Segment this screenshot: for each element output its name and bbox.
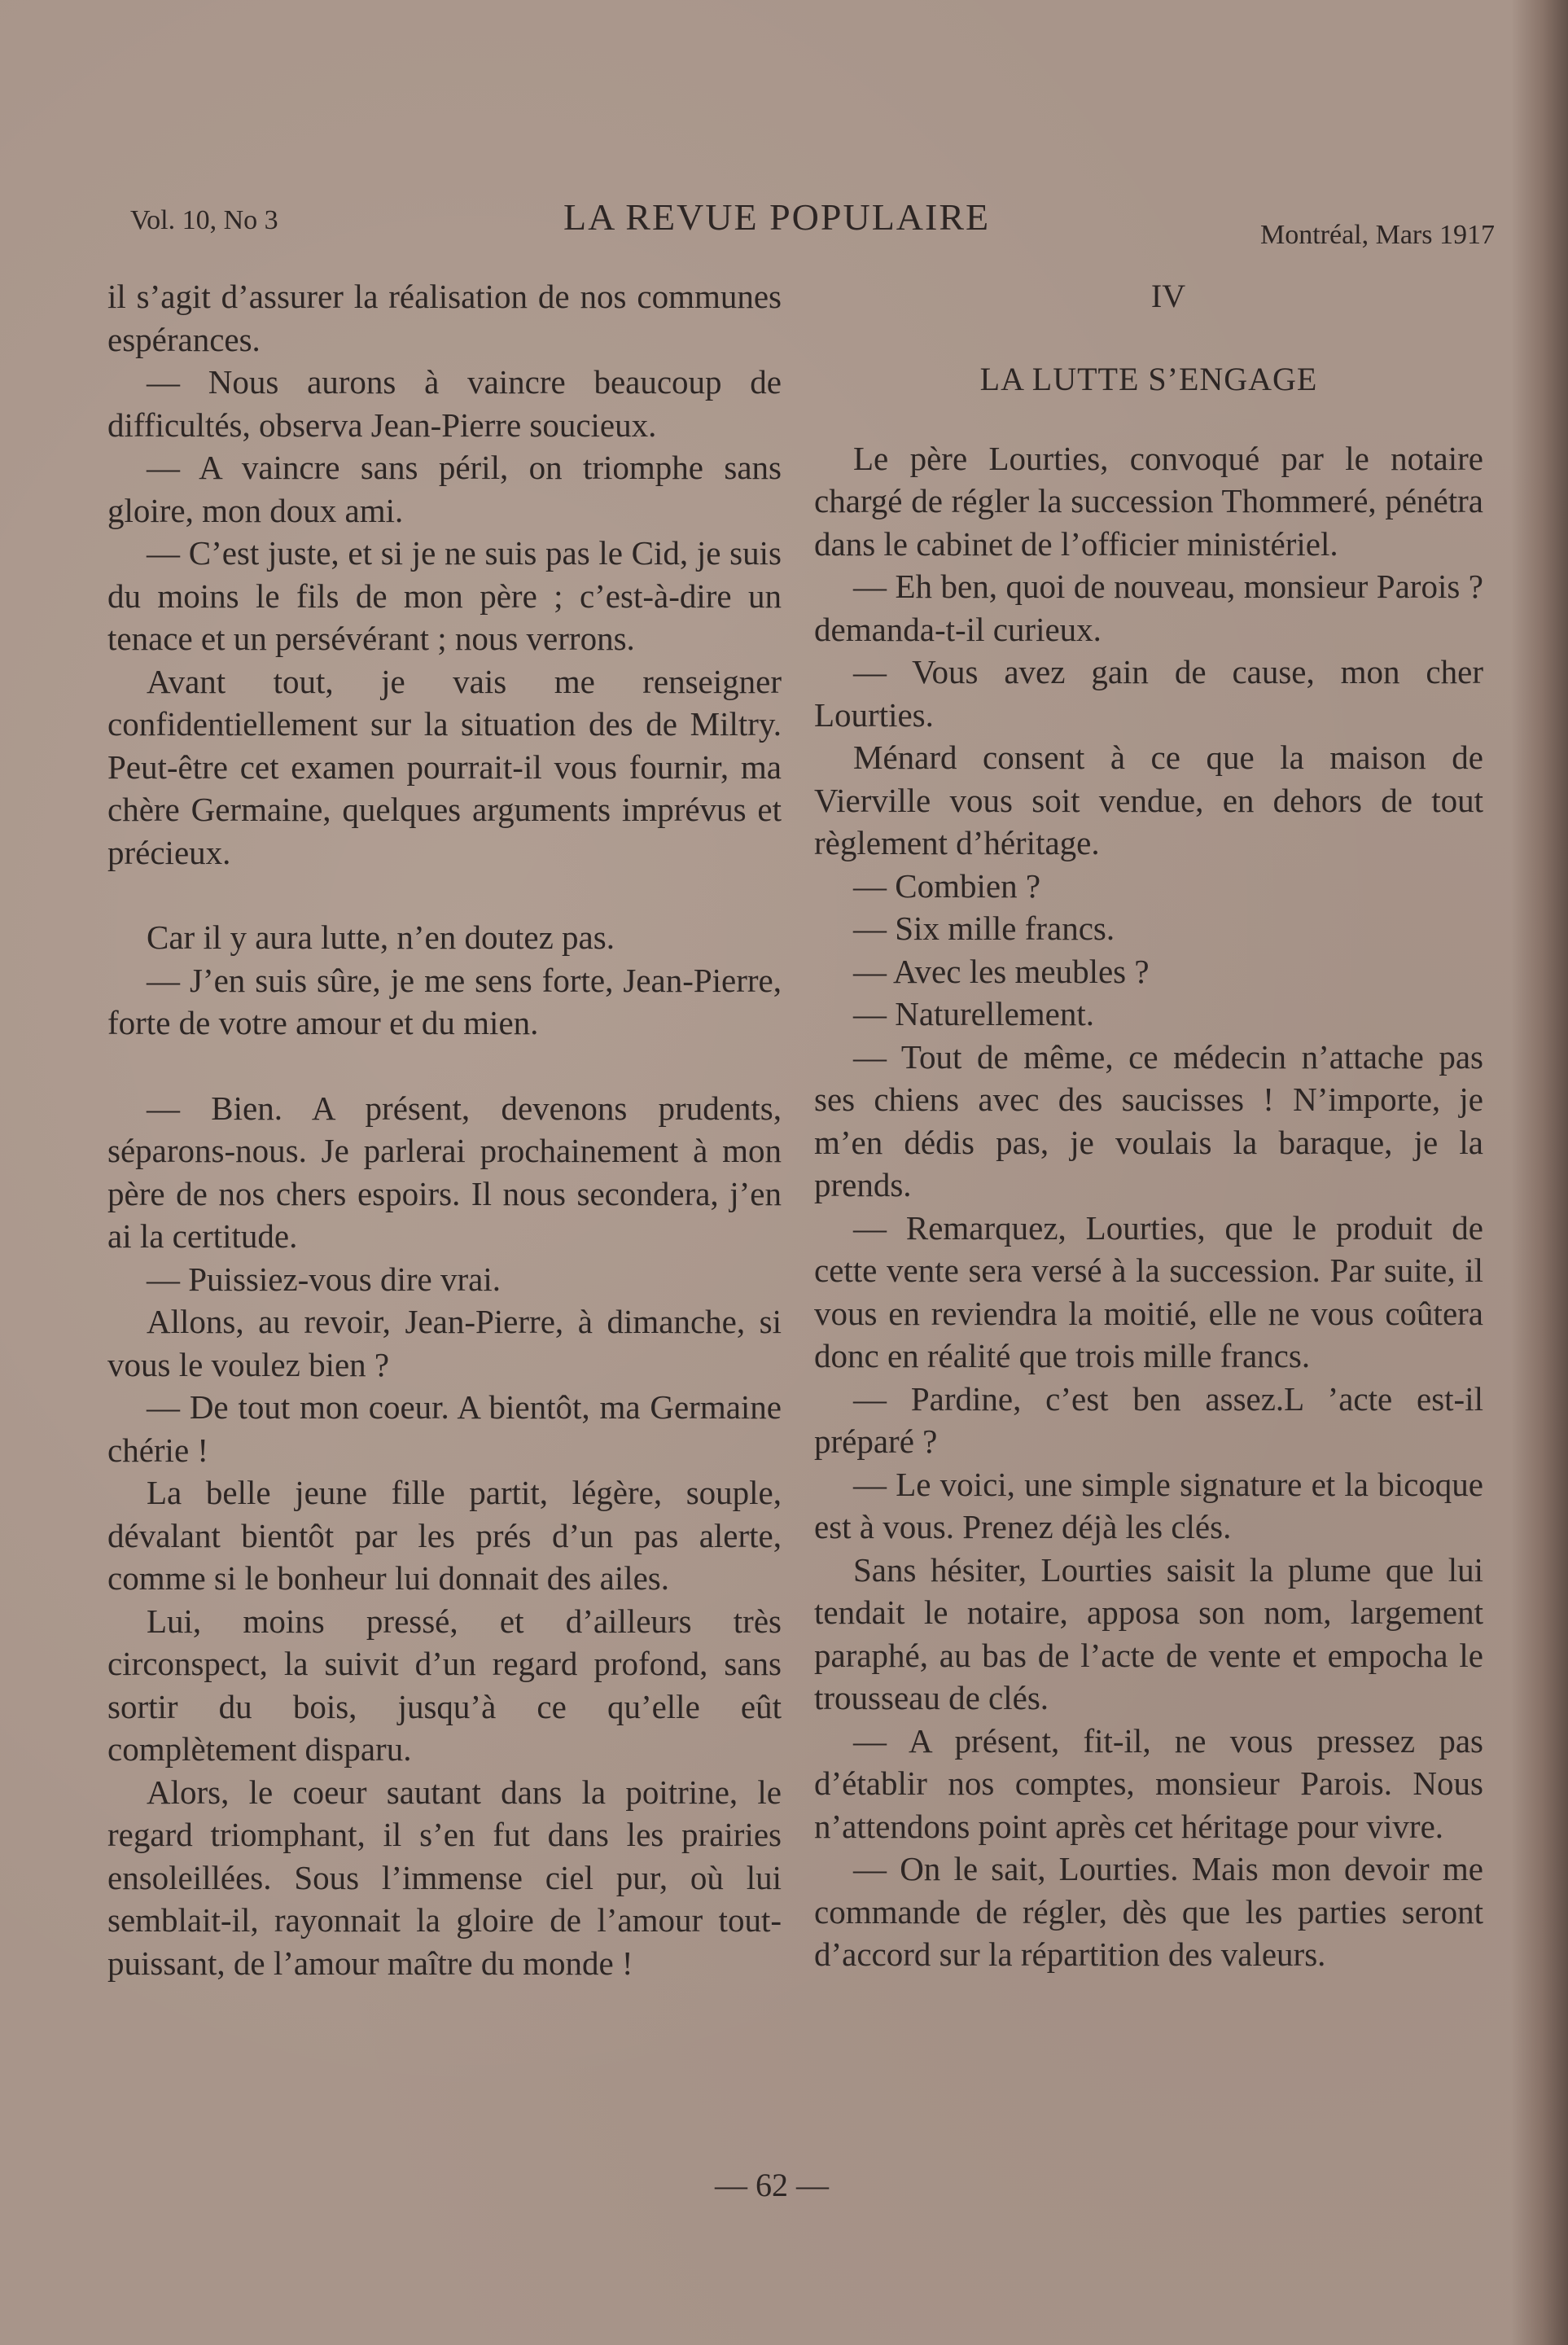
paragraph: — Combien ? <box>853 866 1041 905</box>
paragraph: — A vaincre sans péril, on triomphe sans gloire, mon doux ami. <box>107 449 782 529</box>
paragraph: — Nous aurons à vaincre beaucoup de difficultés, observa Jean-Pierre soucieux. <box>107 363 782 444</box>
paragraph: Alors, le coeur sautant dans la poitrine, le regard triomphant, il s’en fut dans les prairies ensoleillées. Sous l’immense ciel pur, où lui semblait-il, rayonnait la gloire de l’amour tout-puissant, de l’amour maître du monde ! <box>107 1773 782 1982</box>
paragraph: — J’en suis sûre, je me sens forte, Jean-Pierre, forte de votre amour et du mien. <box>107 961 782 1041</box>
section-gap <box>107 1045 782 1087</box>
paragraph: — Vous avez gain de cause, mon cher Lourties. <box>814 653 1483 734</box>
volume-number: Vol. 10, No 3 <box>130 205 278 235</box>
paragraph: — Pardine, c’est ben assez.L ’acte est-il préparé ? <box>814 1379 1483 1460</box>
paragraph: Ménard consent à ce que la maison de Vierville vous soit vendue, en dehors de tout règlement d’héritage. <box>814 739 1483 861</box>
page-spine-shadow <box>1511 0 1568 2345</box>
paragraph: Sans hésiter, Lourties saisit la plume que lui tendait le notaire, apposa son nom, largement paraphé, au bas de l’acte de vente et empocha le trousseau de clés. <box>814 1550 1483 1716</box>
page-number: — 62 — <box>715 2167 829 2203</box>
paragraph: — On le sait, Lourties. Mais mon devoir me commande de régler, dès que les parties seront d’accord sur la répartition des valeurs. <box>814 1850 1483 1973</box>
paragraph: Le père Lourties, convoqué par le notaire chargé de régler la succession Thommeré, pénétra dans le cabinet de l’officier ministériel. <box>814 439 1483 563</box>
paragraph: — A présent, fit-il, ne vous pressez pas d’établir nos comptes, monsieur Parois. Nous n’attendons point après cet héritage pour vivre. <box>814 1721 1483 1845</box>
paragraph: Avant tout, je vais me renseigner confidentiellement sur la situation des de Miltry. Peut-être cet examen pourrait-il vous fournir, ma chère Germaine, quelques arguments imprévus et précieux. <box>107 662 782 871</box>
paragraph: Lui, moins pressé, et d’ailleurs très circonspect, la suivit d’un regard profond, sans sortir du bois, jusqu’à ce qu’elle eût complètement disparu. <box>107 1602 782 1768</box>
paragraph: il s’agit d’assurer la réalisation de nos communes espérances. <box>107 278 782 358</box>
paragraph: — Puissiez-vous dire vrai. <box>147 1260 501 1298</box>
paragraph: — Le voici, une simple signature et la bicoque est à vous. Prenez déjà les clés. <box>814 1465 1483 1545</box>
left-column <box>107 275 782 1984</box>
paragraph: — Naturellement. <box>853 995 1095 1032</box>
paragraph: La belle jeune fille partit, légère, souple, dévalant bientôt par les prés d’un pas alerte, comme si le bonheur lui donnait des ailes. <box>107 1474 782 1597</box>
paragraph: Car il y aura lutte, n’en doutez pas. <box>147 918 615 956</box>
paragraph: Allons, au revoir, Jean-Pierre, à dimanche, si vous le voulez bien ? <box>107 1303 782 1383</box>
place-date: Montréal, Mars 1917 <box>1259 220 1495 250</box>
paragraph: — De tout mon coeur. A bientôt, ma Germaine chérie ! <box>107 1388 782 1469</box>
chapter-number: IV <box>1150 278 1186 314</box>
paragraph: — Avec les meubles ? <box>853 952 1150 990</box>
paragraph: — C’est juste, et si je ne suis pas le Cid, je suis du moins le fils de mon père ; c’est-à-dire un tenace et un persévérant ; nous verrons. <box>107 534 782 657</box>
running-header <box>130 196 1495 251</box>
paragraph: — Eh ben, quoi de nouveau, monsieur Parois ? demanda-t-il curieux. <box>814 568 1483 648</box>
section-gap <box>107 874 782 916</box>
paragraph: — Six mille francs. <box>853 910 1115 947</box>
paragraph: — Bien. A présent, devenons prudents, séparons-nous. Je parlerai prochainement à mon père de nos chers espoirs. Il nous secondera, j’en ai la certitude. <box>107 1089 782 1255</box>
paragraph: — Tout de même, ce médecin n’attache pas ses chiens avec des saucisses ! N’importe, je m’en dédis pas, je voulais la baraque, je la prends. <box>814 1037 1483 1203</box>
right-column <box>814 275 1483 1976</box>
chapter-title: LA LUTTE S’ENGAGE <box>979 361 1318 397</box>
paragraph: — Remarquez, Lourties, que le produit de cette vente sera versé à la succession. Par suite, il vous en reviendra la moitié, elle ne vous coûtera donc en réalité que trois mille francs. <box>814 1208 1483 1374</box>
publication-title: LA REVUE POPULAIRE <box>563 196 991 238</box>
